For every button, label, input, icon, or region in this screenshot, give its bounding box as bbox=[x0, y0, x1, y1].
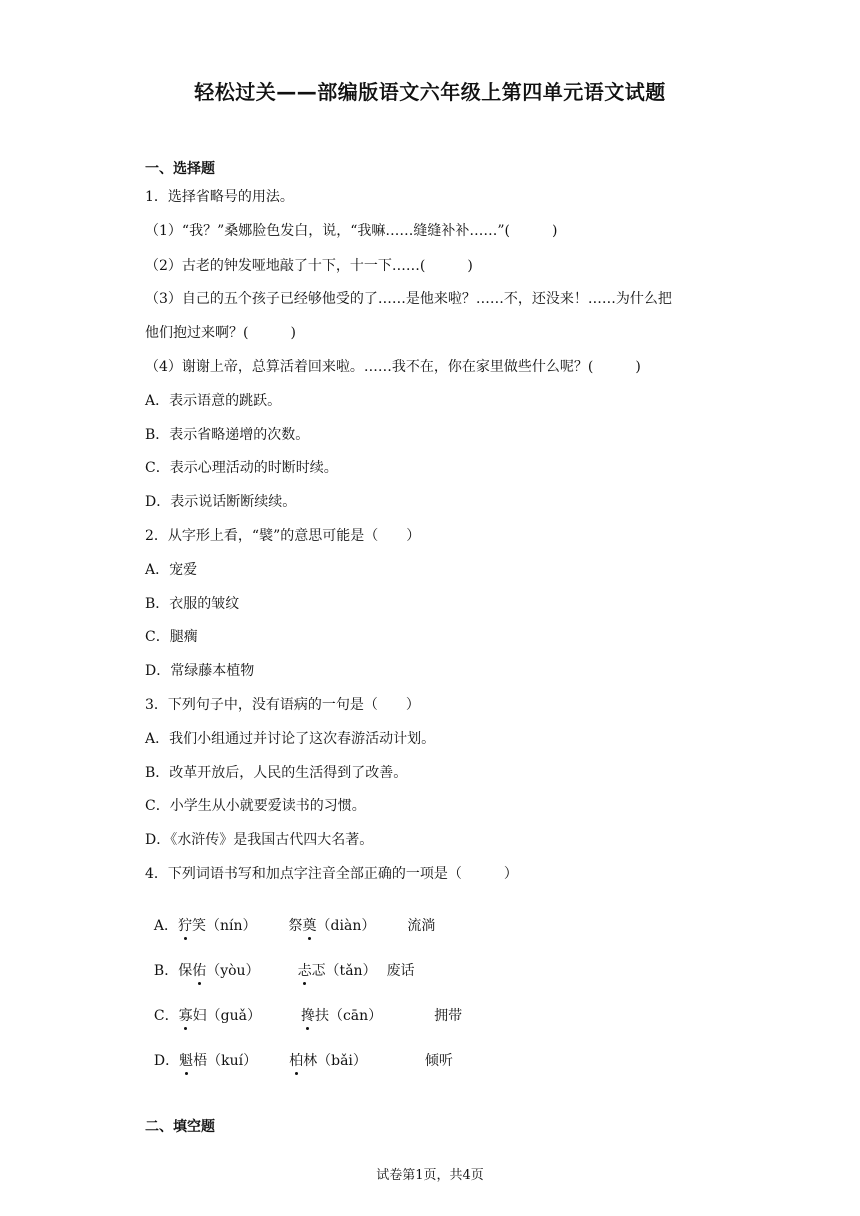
q4-option-label: D． bbox=[153, 1053, 180, 1069]
q3-stem: 3．下列句子中，没有语病的一句是（ ） bbox=[145, 697, 420, 713]
word-plain: 废话 bbox=[386, 963, 415, 979]
word-plain: 祭 bbox=[288, 918, 303, 934]
q1-sub3-line1: （3）自己的五个孩子已经够他受的了……是他来啦？……不，还没来！……为什么把 bbox=[145, 291, 672, 307]
dotted-char: 寡 bbox=[179, 1005, 193, 1025]
page-footer: 试卷第1页，共4页 bbox=[376, 1168, 484, 1183]
q1-sub1: （1）“我？”桑娜脸色发白，说，“我嘛……缝缝补补……”( ) bbox=[145, 223, 558, 239]
q2-option-a: A．宠爱 bbox=[145, 562, 198, 578]
word-rest: 笑（nín） bbox=[192, 918, 257, 934]
q2-option-d: D．常绿藤本植物 bbox=[145, 663, 255, 679]
q1-option-c: C．表示心理活动的时断时续。 bbox=[145, 460, 338, 476]
word-rest: 妇（guǎ） bbox=[192, 1008, 261, 1024]
dotted-char: 忐 bbox=[298, 960, 312, 980]
q2-option-b: B．衣服的皱纹 bbox=[145, 596, 240, 612]
dotted-char: 狞 bbox=[178, 915, 192, 935]
q3-option-d: D．《水浒传》是我国古代四大名著。 bbox=[145, 832, 374, 848]
q1-option-b: B．表示省略递增的次数。 bbox=[145, 427, 310, 443]
q3-option-c: C．小学生从小就要爱读书的习惯。 bbox=[145, 798, 366, 814]
q2-stem: 2．从字形上看，“襞”的意思可能是（ ） bbox=[145, 528, 421, 544]
word-plain: 流淌 bbox=[407, 918, 436, 934]
section-fill-heading: 二、填空题 bbox=[145, 1119, 215, 1135]
q4-option-d bbox=[145, 1034, 453, 1070]
word-rest: 梧（kuí） bbox=[193, 1053, 258, 1069]
q4-stem: 4．下列词语书写和加点字注音全部正确的一项是（ ） bbox=[145, 866, 518, 882]
dotted-char: 佑 bbox=[192, 960, 206, 980]
q1-stem: 1．选择省略号的用法。 bbox=[145, 189, 294, 205]
word-plain: 拥带 bbox=[434, 1008, 463, 1024]
q3-option-b: B．改革开放后，人民的生活得到了改善。 bbox=[145, 765, 408, 781]
q1-option-d: D．表示说话断断续续。 bbox=[145, 494, 297, 510]
q3-option-a: A．我们小组通过并讨论了这次春游活动计划。 bbox=[145, 731, 436, 747]
word-plain: 保 bbox=[178, 963, 193, 979]
q4-option-label: B． bbox=[153, 963, 179, 979]
word-rest: 扶（cān） bbox=[314, 1008, 383, 1024]
word-rest: （diàn） bbox=[316, 918, 376, 934]
q4-option-c bbox=[145, 989, 462, 1025]
exam-title: 轻松过关——部编版语文六年级上第四单元语文试题 bbox=[194, 80, 666, 104]
dotted-char: 奠 bbox=[303, 915, 317, 935]
q1-sub3-line2: 他们抱过来啊？( ) bbox=[145, 325, 296, 341]
word-rest: （yòu） bbox=[206, 963, 260, 979]
dotted-char: 搀 bbox=[301, 1005, 315, 1025]
q1-sub4: （4）谢谢上帝，总算活着回来啦。……我不在，你在家里做些什么呢？( ) bbox=[145, 359, 641, 375]
word-rest: 忑（tǎn） bbox=[311, 963, 377, 979]
q2-option-c: C．腿瘸 bbox=[145, 629, 198, 645]
q4-option-label: C． bbox=[153, 1008, 179, 1024]
q1-option-a: A．表示语意的跳跃。 bbox=[145, 393, 282, 409]
q4-option-b bbox=[145, 944, 415, 980]
word-rest: 林（bǎi） bbox=[303, 1053, 367, 1069]
q1-sub2: （2）古老的钟发哑地敲了十下，十一下……( ) bbox=[145, 258, 473, 274]
q4-option-a bbox=[145, 899, 435, 935]
q4-option-label: A． bbox=[153, 918, 179, 934]
section-choice-heading: 一、选择题 bbox=[145, 161, 215, 177]
word-plain: 倾听 bbox=[424, 1053, 453, 1069]
dotted-char: 柏 bbox=[289, 1050, 303, 1070]
dotted-char: 魁 bbox=[179, 1050, 193, 1070]
